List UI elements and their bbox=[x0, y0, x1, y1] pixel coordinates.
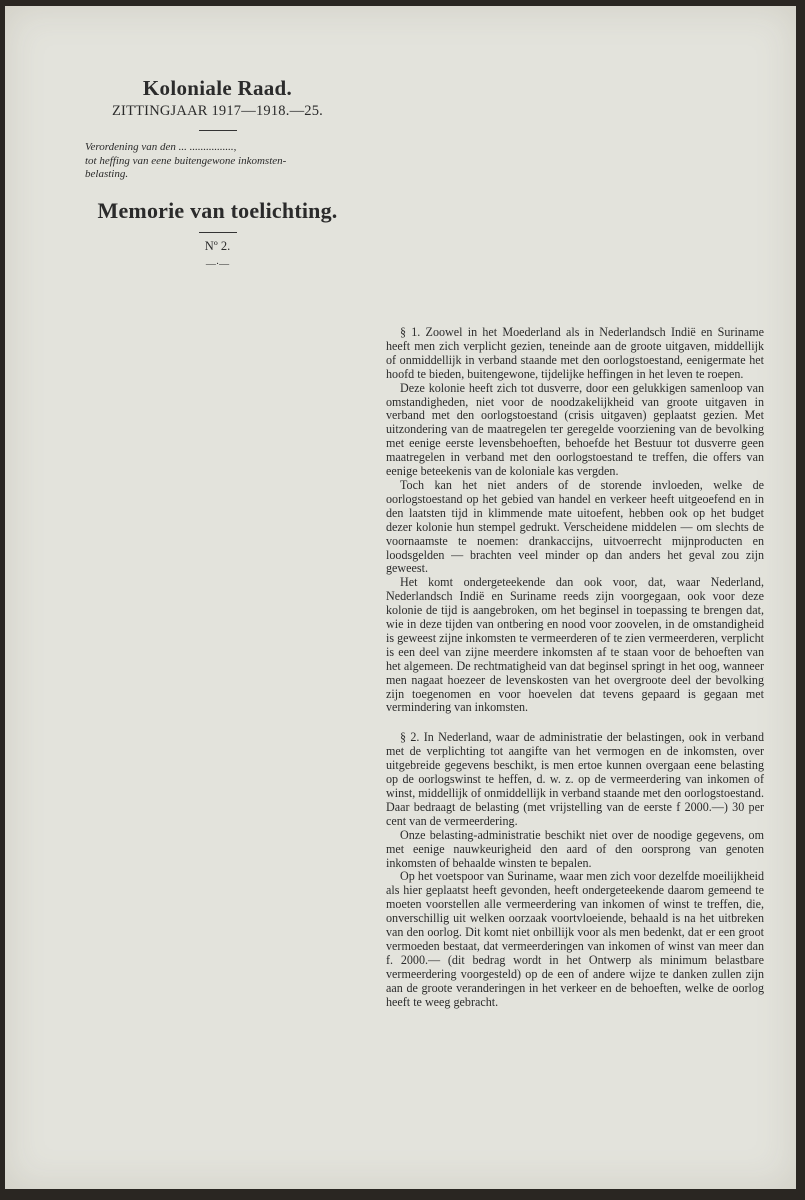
divider bbox=[199, 130, 237, 131]
regulation-caption bbox=[85, 141, 350, 182]
session-year: ZITTINGJAAR 1917—1918.—25. bbox=[111, 103, 323, 119]
paragraph: Het komt ondergeteekende dan ook voor, dat, waar Nederland, Nederlandsch Indië en Suriname reeds zijn voorgegaan, ook voor deze kolonie de tijd is aangebroken, om het beginsel in toepassing te brengen dat, wie in deze tijden van ontbering en nood voor zoovelen, in de omstandigheid is geweest zijne inkomsten te vermeerderen of te zien vermeerderen, verplicht is een deel van zijne meerdere inkomsten af te staan voor de behoeften van het algemeen. De rechtmatigheid van dat beginsel springt in het oog, wanneer men nagaat hoezeer de levenskosten van het overgroote deel der bevolking zijn toegenomen en voor hoevelen dat tevens gepaard is gegaan met vermindering van inkomsten. bbox=[386, 575, 764, 715]
body-text bbox=[386, 326, 764, 1010]
memorie-title: Memorie van toelichting. bbox=[97, 197, 338, 223]
paragraph: Toch kan het niet anders of de storende invloeden, welke de oorlogstoestand op het gebied van handel en verkeer heeft uitgeoefend en in den laatsten tijd in klimmende mate uitoefent, hebben ook op het budget dezer kolonie hun stempel gedrukt. Verscheidene middelen — om slechts de voornaamste te noemen: drankaccijns, uitvoerrecht mijnproducten en loodsgelden — brachten veel minder op dan anders het geval zou zijn geweest. bbox=[386, 477, 764, 576]
end-mark: —·— bbox=[205, 258, 230, 270]
regulation-line: Verordening van den ... ................, bbox=[85, 141, 237, 153]
paragraph: § 1. Zoowel in het Moederland als in Nederlandsch Indië en Suriname heeft men zich verplicht gezien, teneinde aan de groote uitgaven, middellijk of onmiddellijk in verband staande met den oorlogstoestand, eenigermate het hoofd te bieden, buitengewone, tijdelijke heffingen in het leven te roepen. bbox=[386, 325, 764, 381]
divider bbox=[199, 232, 237, 233]
paragraph: Op het voetspoor van Suriname, waar men zich voor dezelfde moeilijkheid als hier geplaatst heeft gevonden, heeft ondergeteekende daarom gemeend te moeten voorstellen alle vermeerdering van inkomen of winst te treffen, die, onverschillig uit welken oorzaak voortvloeiende, behaald is na het uitbreken van den oorlog. Dit komt niet onbillijk voor als men bedenkt, dat er een groot vermoeden bestaat, dat vermeerderingen van inkomen of winst van meer dan f. 2000.— (dit bedrag wordt in het Ontwerp als minimum belastbare vermeerdering voorgesteld) op de een of andere wijze te danken zullen zijn aan de groote veranderingen in het verkeer en de behoeften, welke de oorlog heeft te weeg gebracht. bbox=[386, 869, 764, 1009]
paragraph: § 2. In Nederland, waar de administratie der belastingen, ook in verband met de verplichting tot aangifte van het vermogen en de inkomsten, over uitgebreide gegevens beschikt, is men ertoe kunnen overgaan eene belasting op de oorlogswinst te heffen, d. w. z. op de vermeerdering van inkomen of winst, middellijk of onmiddellijk in verband staande met den oorlogstoestand. Daar bedraagt de belasting (met vrijstelling van de eerste f 2000.—) 30 per cent van de vermeerdering. bbox=[386, 730, 764, 828]
council-title: Koloniale Raad. bbox=[142, 76, 293, 100]
paragraph: Deze kolonie heeft zich tot dusverre, door een gelukkigen samenloop van omstandigheden, niet voor de noodzakelijkheid van groote uitgaven in verband met den oorlogstoestand (crisis uitgaven) geplaatst gezien. Met uitzondering van de maatregelen ter geregelde voorziening van de bevolking met eenige eerste levensbehoeften, behoefde het Bestuur tot dusverre geen maatregelen in verband met den oorlogstoestand te treffen, die offers van eenige beteekenis van de koloniale kas vergden. bbox=[386, 380, 764, 479]
document-number: Nº 2. bbox=[204, 238, 231, 253]
paragraph: Onze belasting-administratie beschikt niet over de noodige gegevens, om met eenige nauwkeurigheid den aard of den oorsprong van genoten inkomsten of behaalde winsten te bepalen. bbox=[386, 827, 764, 870]
regulation-line: tot heffing van eene buitengewone inkomsten- bbox=[85, 154, 287, 167]
document-page bbox=[5, 6, 796, 1189]
document-header bbox=[85, 76, 350, 270]
regulation-line: belasting. bbox=[85, 168, 129, 180]
